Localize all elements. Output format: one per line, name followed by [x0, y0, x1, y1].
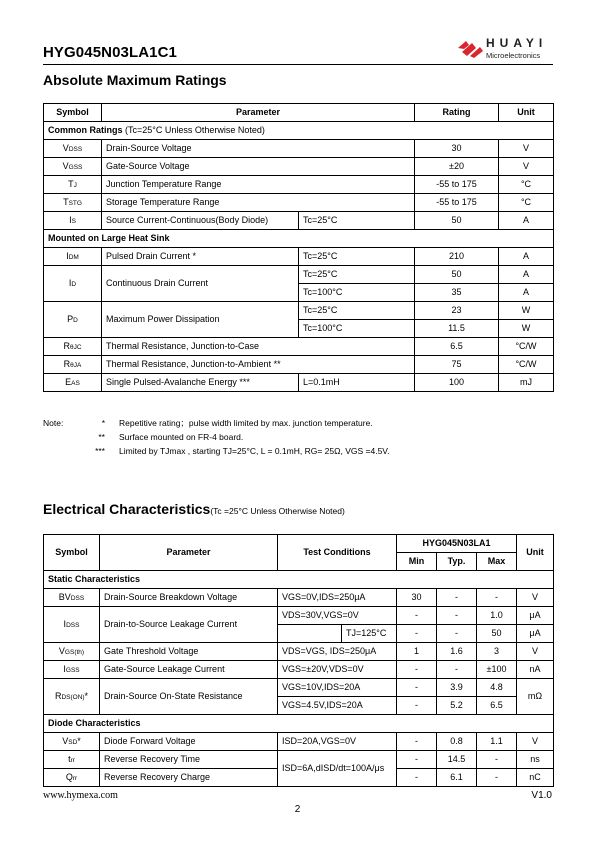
table-row [44, 338, 554, 356]
common-ratings-row [44, 122, 554, 140]
param-cell: Source Current-Continuous(Body Diode) [102, 212, 299, 230]
rating-cell: 100 [415, 374, 499, 392]
cond-cell: VGS=10V,IDS=20A [278, 679, 397, 697]
symbol-suffix: * [84, 690, 89, 701]
symbol-main: I [69, 214, 72, 225]
typ-cell: - [437, 661, 477, 679]
diode-title: Diode Characteristics [44, 715, 554, 733]
symbol-sub: rr [72, 774, 78, 782]
cond-cell: VDS=30V,VGS=0V [278, 607, 397, 625]
elec-char-table [43, 534, 554, 787]
table-row [44, 733, 554, 751]
unit-cell: V [517, 643, 554, 661]
page-number: 2 [294, 804, 301, 815]
rating-cell: 50 [415, 212, 499, 230]
max-cell: - [477, 769, 517, 787]
param-cell: Continuous Drain Current [102, 266, 299, 302]
symbol-sub: GSS [68, 163, 83, 171]
min-cell: - [397, 769, 437, 787]
table-row [44, 589, 554, 607]
logo-wordmark: HUAYI [486, 36, 548, 50]
symbol-main: T [63, 196, 69, 207]
cond-cell: Tc=25°C [299, 248, 415, 266]
unit-cell: A [499, 284, 554, 302]
part-number: HYG045N03LA1C1 [43, 44, 177, 61]
col-max: Max [477, 553, 517, 571]
cond-cell: Tc=100°C [299, 284, 415, 302]
table-row [44, 356, 554, 374]
cond-cell: Tc=25°C [299, 302, 415, 320]
param-cell: Storage Temperature Range [102, 194, 415, 212]
typ-cell: 3.9 [437, 679, 477, 697]
table-row [44, 607, 554, 625]
symbol-main: V [62, 142, 69, 153]
param-cell: Reverse Recovery Time [100, 751, 278, 769]
company-logo [456, 34, 556, 64]
typ-cell: - [437, 589, 477, 607]
max-cell: 1.0 [477, 607, 517, 625]
min-cell: - [397, 751, 437, 769]
min-cell: - [397, 625, 437, 643]
cond-cell: L=0.1mH [299, 374, 415, 392]
cond-cell: VDS=VGS, IDS=250μA [278, 643, 397, 661]
param-cell: Diode Forward Voltage [100, 733, 278, 751]
typ-cell: 5.2 [437, 697, 477, 715]
elec-header-row [44, 535, 554, 553]
cond-cell: VGS=0V,IDS=250μA [278, 589, 397, 607]
unit-cell: V [499, 158, 554, 176]
symbol-sub: rr [70, 756, 75, 764]
unit-cell: V [517, 733, 554, 751]
footer-rule [43, 786, 553, 787]
param-cell: Drain-Source Voltage [102, 140, 415, 158]
min-cell: - [397, 607, 437, 625]
symbol-main: I [68, 277, 72, 288]
col-symbol: Symbol [44, 104, 102, 122]
param-cell: Gate-Source Voltage [102, 158, 415, 176]
unit-cell: mΩ [517, 679, 554, 715]
symbol-sub: DSS [68, 145, 83, 153]
footer-url: www.hymexa.com [43, 790, 118, 801]
cond-cell: Tc=25°C [299, 266, 415, 284]
symbol-sub: GSS [65, 666, 80, 674]
col-test-conditions: Test Conditions [278, 535, 397, 571]
rating-cell: 35 [415, 284, 499, 302]
logo-subtitle: Microelectronics [486, 51, 541, 60]
param-cell: Drain-Source On-State Resistance [100, 679, 278, 715]
param-cell: Maximum Power Dissipation [102, 302, 299, 338]
symbol-sub: θJC [69, 343, 82, 351]
symbol-sub: SD [68, 738, 78, 746]
diode-row [44, 715, 554, 733]
max-cell: 1.1 [477, 733, 517, 751]
symbol-main: P [67, 313, 74, 324]
symbol-main: I [63, 663, 66, 674]
param-cell: Thermal Resistance, Junction-to-Case [102, 338, 415, 356]
param-cell: Single Pulsed-Avalanche Energy *** [102, 374, 299, 392]
abs-header-row [44, 104, 554, 122]
note-marker: ** [98, 432, 105, 442]
table-row [44, 751, 554, 769]
symbol-sub: J [73, 181, 77, 189]
symbol-sub: S [71, 217, 76, 225]
min-cell: - [397, 679, 437, 697]
max-cell: 50 [477, 625, 517, 643]
symbol-main: R [54, 690, 62, 701]
min-cell: - [397, 661, 437, 679]
symbol-main: V [62, 160, 69, 171]
unit-cell: °C [499, 176, 554, 194]
table-row [44, 374, 554, 392]
symbol-main: V [58, 645, 65, 656]
huayi-logo-icon [456, 38, 484, 60]
symbol-sub: DSS [66, 621, 80, 629]
abs-title: Absolute Maximum Ratings [43, 72, 227, 88]
cond-cell: VGS=±20V,VDS=0V [278, 661, 397, 679]
col-rating: Rating [415, 104, 499, 122]
static-title: Static Characteristics [44, 571, 554, 589]
table-row [44, 140, 554, 158]
max-cell: 6.5 [477, 697, 517, 715]
typ-cell: 0.8 [437, 733, 477, 751]
note-marker: * [101, 418, 105, 428]
elec-title [43, 501, 345, 517]
symbol-sub: AS [71, 379, 80, 387]
symbol-sub: DSS [70, 594, 85, 602]
unit-cell: A [499, 212, 554, 230]
cond-cell: TJ=125°C [342, 625, 397, 643]
rating-cell: -55 to 175 [415, 194, 499, 212]
symbol-main: Q [65, 771, 73, 782]
unit-cell: °C/W [499, 356, 554, 374]
rating-cell: 11.5 [415, 320, 499, 338]
table-row [44, 248, 554, 266]
cond-cell: ISD=20A,VGS=0V [278, 733, 397, 751]
table-row [44, 212, 554, 230]
unit-cell: V [499, 140, 554, 158]
table-row [44, 679, 554, 697]
common-ratings-title: Common Ratings [48, 125, 123, 135]
unit-cell: mJ [499, 374, 554, 392]
unit-cell: °C/W [499, 338, 554, 356]
typ-cell: 1.6 [437, 643, 477, 661]
common-ratings-cond: (Tc=25°C Unless Otherwise Noted) [122, 125, 265, 135]
unit-cell: μA [517, 607, 554, 625]
table-row [44, 176, 554, 194]
notes-label: Note: [43, 418, 64, 428]
typ-cell: - [437, 607, 477, 625]
rating-cell: 75 [415, 356, 499, 374]
symbol-sub: D [73, 316, 78, 324]
col-unit: Unit [499, 104, 554, 122]
symbol-sub: DM [68, 253, 79, 261]
unit-cell: V [517, 589, 554, 607]
symbol-sub: D [71, 280, 77, 288]
param-cell: Reverse Recovery Charge [100, 769, 278, 787]
table-row [44, 661, 554, 679]
rating-cell: 6.5 [415, 338, 499, 356]
typ-cell: - [437, 625, 477, 643]
unit-cell: W [499, 320, 554, 338]
param-cell: Pulsed Drain Current * [102, 248, 299, 266]
symbol-main: R [63, 358, 71, 369]
footer-version: V1.0 [531, 790, 552, 801]
elec-title-main: Electrical Characteristics [43, 501, 211, 517]
rating-cell: 23 [415, 302, 499, 320]
col-device: HYG045N03LA1 [397, 535, 517, 553]
mounted-title: Mounted on Large Heat Sink [44, 230, 554, 248]
note-text: Limited by TJmax , starting TJ=25°C, L = 0.1mH, RG= 25Ω, VGS =4.5V. [119, 446, 390, 456]
col-parameter: Parameter [100, 535, 278, 571]
symbol-sub: θJA [70, 361, 82, 369]
typ-cell: 14.5 [437, 751, 477, 769]
max-cell: - [477, 751, 517, 769]
header-rule [43, 64, 553, 65]
unit-cell: ns [517, 751, 554, 769]
table-row [44, 302, 554, 320]
unit-cell: nA [517, 661, 554, 679]
min-cell: - [397, 697, 437, 715]
mounted-row [44, 230, 554, 248]
unit-cell: W [499, 302, 554, 320]
param-cell: Gate-Source Leakage Current [100, 661, 278, 679]
col-unit: Unit [517, 535, 554, 571]
rating-cell: 210 [415, 248, 499, 266]
unit-cell: nC [517, 769, 554, 787]
rating-cell: ±20 [415, 158, 499, 176]
param-cell: Drain-Source Breakdown Voltage [100, 589, 278, 607]
col-min: Min [397, 553, 437, 571]
symbol-main: T [68, 178, 74, 189]
elec-title-cond: (Tc =25°C Unless Otherwise Noted) [210, 506, 345, 516]
symbol-main: I [66, 250, 69, 261]
note-text: Surface mounted on FR-4 board. [119, 432, 244, 442]
min-cell: - [397, 733, 437, 751]
cond-cell: VGS=4.5V,IDS=20A [278, 697, 397, 715]
symbol-sub: GS(th) [64, 648, 85, 656]
rating-cell: 30 [415, 140, 499, 158]
abs-max-table [43, 103, 554, 392]
unit-cell: °C [499, 194, 554, 212]
notes-block [43, 416, 390, 458]
symbol-main: BV [58, 591, 71, 602]
max-cell: 3 [477, 643, 517, 661]
rating-cell: 50 [415, 266, 499, 284]
unit-cell: A [499, 266, 554, 284]
rating-cell: -55 to 175 [415, 176, 499, 194]
max-cell: ±100 [477, 661, 517, 679]
unit-cell: A [499, 248, 554, 266]
max-cell: 4.8 [477, 679, 517, 697]
param-cell: Junction Temperature Range [102, 176, 415, 194]
unit-cell: μA [517, 625, 554, 643]
symbol-main: V [62, 735, 69, 746]
table-row [44, 194, 554, 212]
col-typ: Typ. [437, 553, 477, 571]
symbol-sub: STG [68, 199, 82, 207]
symbol-suffix: * [77, 735, 81, 746]
cond-cell: Tc=25°C [299, 212, 415, 230]
cond-cell: Tc=100°C [299, 320, 415, 338]
param-cell: Drain-to-Source Leakage Current [100, 607, 278, 643]
min-cell: 30 [397, 589, 437, 607]
symbol-main: I [63, 618, 67, 629]
note-marker: *** [95, 446, 105, 456]
note-text: Repetitive rating；pulse width limited by max. junction temperature. [119, 418, 373, 428]
symbol-main: t [68, 753, 71, 764]
typ-cell: 6.1 [437, 769, 477, 787]
table-row [44, 643, 554, 661]
max-cell: - [477, 589, 517, 607]
col-symbol: Symbol [44, 535, 100, 571]
min-cell: 1 [397, 643, 437, 661]
cond-cell: ISD=6A,dISD/dt=100A/μs [278, 751, 397, 787]
symbol-sub: DS(ON) [61, 693, 85, 701]
col-parameter: Parameter [102, 104, 415, 122]
param-cell: Gate Threshold Voltage [100, 643, 278, 661]
table-row [44, 158, 554, 176]
cond-blank [278, 625, 342, 643]
symbol-main: R [63, 340, 70, 351]
static-row [44, 571, 554, 589]
table-row [44, 266, 554, 284]
symbol-main: E [65, 376, 72, 387]
param-cell: Thermal Resistance, Junction-to-Ambient ** [102, 356, 415, 374]
